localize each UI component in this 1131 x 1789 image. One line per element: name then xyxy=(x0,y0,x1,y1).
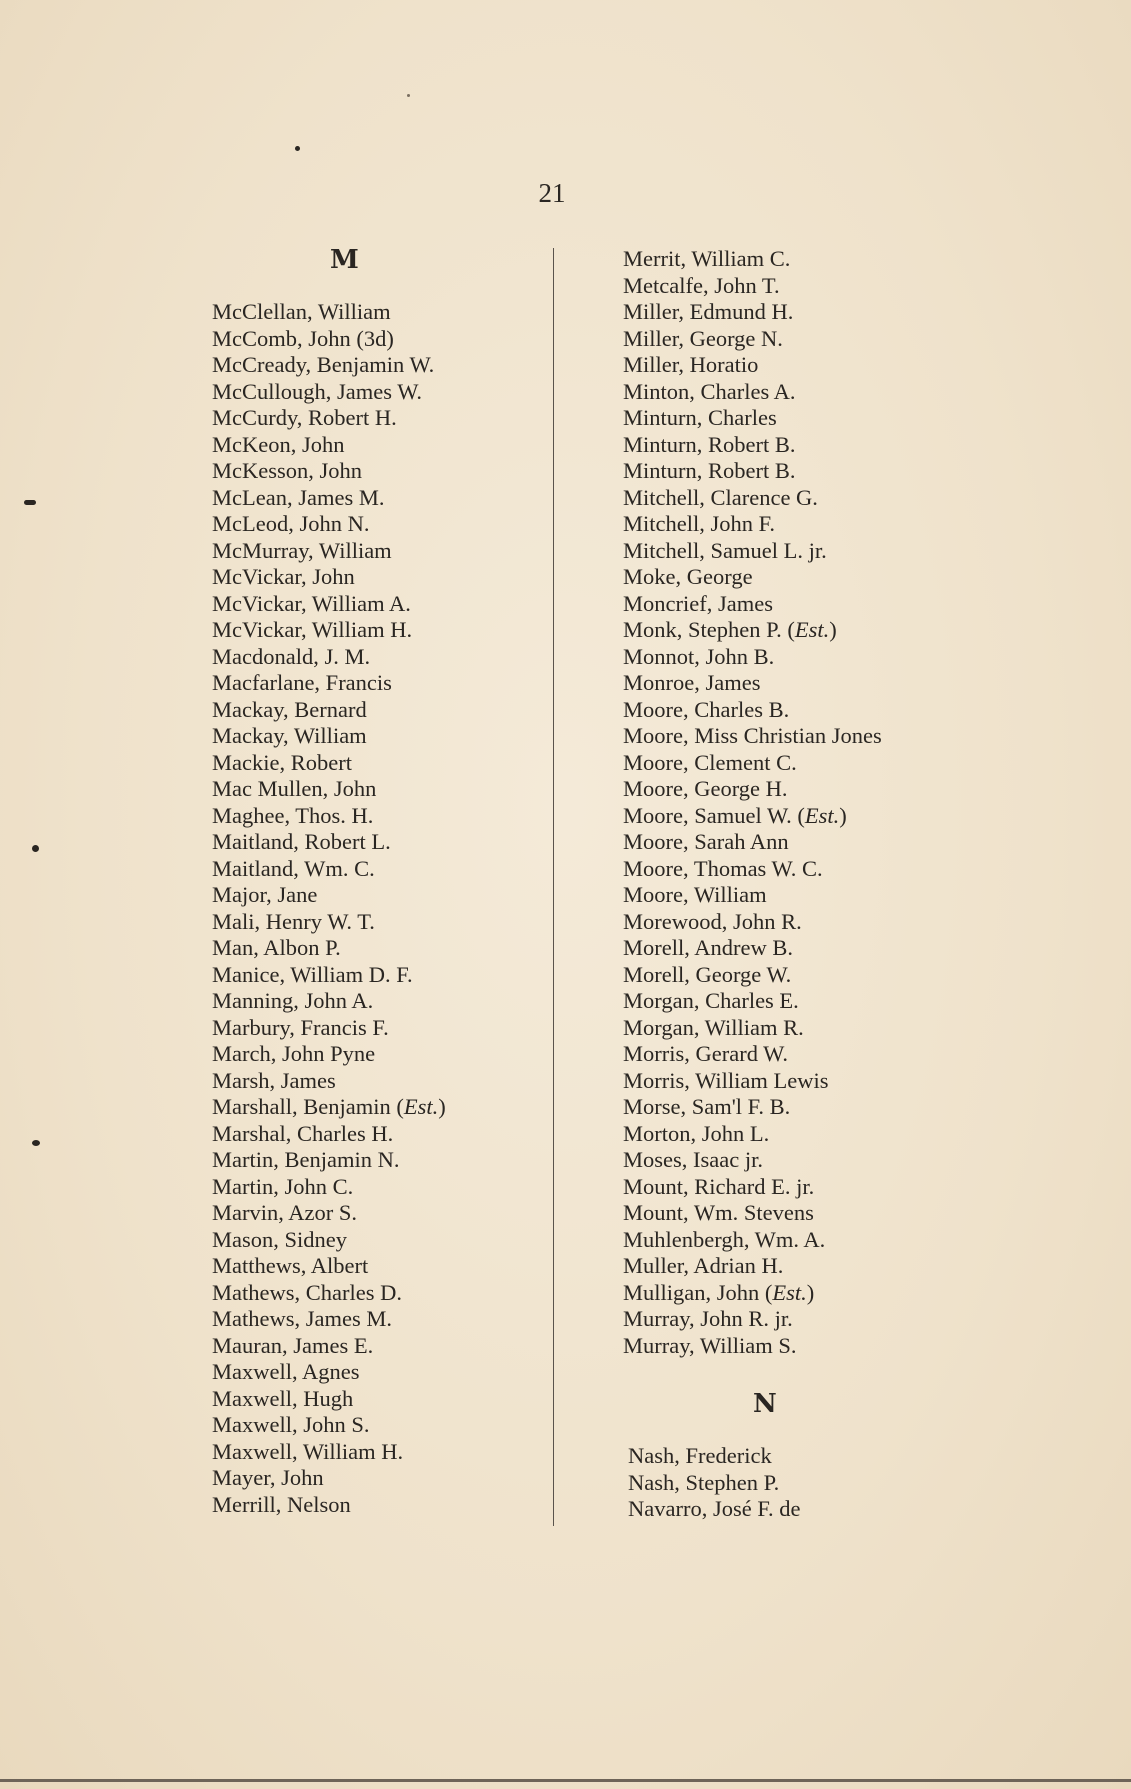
section-m-heading: M xyxy=(330,245,359,275)
list-item: Moses, Isaac jr. xyxy=(623,1147,763,1172)
list-item: McKeon, John xyxy=(212,431,345,457)
list-item: Mathews, Charles D. xyxy=(212,1279,402,1305)
list-item: Moore, Sarah Ann xyxy=(623,829,789,854)
list-item: Major, Jane xyxy=(212,882,318,907)
list-item: McLeod, John N. xyxy=(212,511,370,536)
list-item: Moore, Miss Christian Jones xyxy=(623,723,882,748)
list-item: Muller, Adrian H. xyxy=(623,1253,784,1278)
list-item: Martin, John C. xyxy=(212,1173,354,1199)
list-item: Merrit, William C. xyxy=(623,246,791,271)
list-item: Minturn, Charles xyxy=(623,405,777,430)
list-item: McComb, John (3d) xyxy=(212,325,394,351)
list-item: Marbury, Francis F. xyxy=(212,1014,389,1040)
list-item: Marvin, Azor S. xyxy=(212,1200,357,1225)
section-n-column xyxy=(628,1443,801,1523)
list-item: McCready, Benjamin W. xyxy=(212,352,435,377)
list-item: Manning, John A. xyxy=(212,988,374,1013)
list-item: Minturn, Robert B. xyxy=(623,458,796,483)
ink-speck xyxy=(407,94,410,97)
list-item: Miller, Horatio xyxy=(623,352,759,377)
entry-name: Moore, Samuel W. xyxy=(623,802,792,828)
list-item xyxy=(212,1094,446,1121)
list-item: Macdonald, J. M. xyxy=(212,643,371,669)
list-item: McClellan, William xyxy=(212,299,391,324)
list-item: Navarro, José F. de xyxy=(628,1496,801,1521)
list-item: Morris, William Lewis xyxy=(623,1067,829,1093)
estate-note: (Est.) xyxy=(787,617,837,642)
list-item: Moore, George H. xyxy=(623,776,788,801)
estate-note: (Est.) xyxy=(764,1279,815,1305)
list-item: Murray, William S. xyxy=(623,1332,797,1358)
list-item: Morell, George W. xyxy=(623,961,792,987)
list-item: Nash, Frederick xyxy=(628,1443,772,1468)
list-item: Maxwell, John S. xyxy=(212,1412,370,1437)
list-item: Nash, Stephen P. xyxy=(628,1469,780,1495)
list-item: Morton, John L. xyxy=(623,1120,770,1146)
list-item: Moncrief, James xyxy=(623,590,773,616)
list-item: Mitchell, Samuel L. jr. xyxy=(623,537,827,563)
entry-name: Mulligan, John xyxy=(623,1279,760,1305)
list-item: Mitchell, John F. xyxy=(623,511,775,536)
list-item: Morell, Andrew B. xyxy=(623,935,793,960)
list-item: McKesson, John xyxy=(212,458,362,483)
list-item: McCullough, James W. xyxy=(212,378,423,404)
entry-name: Marshall, Benjamin xyxy=(212,1094,391,1119)
list-item: Monroe, James xyxy=(623,670,761,695)
list-item: Morgan, William R. xyxy=(623,1014,804,1040)
margin-mark xyxy=(32,845,39,852)
section-n-heading: N xyxy=(753,1389,777,1419)
list-item: McLean, James M. xyxy=(212,484,385,510)
list-item: Maxwell, Hugh xyxy=(212,1385,354,1411)
list-item: Morris, Gerard W. xyxy=(623,1041,788,1066)
bottom-edge-line xyxy=(0,1779,1131,1782)
list-item: Moke, George xyxy=(623,564,753,589)
section-m-left-column xyxy=(212,299,446,1518)
list-item: Miller, George N. xyxy=(623,325,783,351)
list-item: Mackay, William xyxy=(212,723,367,748)
list-item: Monnot, John B. xyxy=(623,643,775,669)
list-item: Mauran, James E. xyxy=(212,1332,374,1358)
list-item: Merrill, Nelson xyxy=(212,1491,351,1517)
section-m-right-column xyxy=(623,246,882,1359)
list-item: Minturn, Robert B. xyxy=(623,431,796,457)
list-item: Maghee, Thos. H. xyxy=(212,802,374,828)
margin-mark xyxy=(24,500,36,505)
margin-mark xyxy=(32,1140,40,1146)
list-item: Mount, Wm. Stevens xyxy=(623,1200,814,1225)
list-item xyxy=(623,617,882,644)
list-item: Maxwell, William H. xyxy=(212,1438,404,1464)
list-item: Muhlenbergh, Wm. A. xyxy=(623,1226,826,1252)
list-item: Morgan, Charles E. xyxy=(623,988,799,1013)
list-item: March, John Pyne xyxy=(212,1041,376,1066)
list-item: Maxwell, Agnes xyxy=(212,1359,360,1384)
list-item: Mackay, Bernard xyxy=(212,696,367,722)
column-divider xyxy=(553,248,554,1526)
list-item: Matthews, Albert xyxy=(212,1253,369,1278)
list-item: Marshal, Charles H. xyxy=(212,1120,394,1146)
list-item: Mac Mullen, John xyxy=(212,776,377,801)
list-item: Morewood, John R. xyxy=(623,908,802,934)
list-item: Moore, Clement C. xyxy=(623,749,797,775)
list-item: Mason, Sidney xyxy=(212,1226,347,1252)
list-item xyxy=(623,803,882,830)
list-item: Minton, Charles A. xyxy=(623,378,796,404)
list-item: Mali, Henry W. T. xyxy=(212,908,375,934)
list-item: Maitland, Wm. C. xyxy=(212,855,375,881)
list-item: Murray, John R. jr. xyxy=(623,1306,793,1331)
list-item: McMurray, William xyxy=(212,537,392,563)
list-item: Marsh, James xyxy=(212,1067,336,1093)
list-item: Macfarlane, Francis xyxy=(212,670,392,695)
list-item: Mitchell, Clarence G. xyxy=(623,484,818,510)
list-item: Man, Albon P. xyxy=(212,935,341,960)
list-item: Miller, Edmund H. xyxy=(623,299,794,324)
estate-note: (Est.) xyxy=(797,802,847,828)
list-item: Maitland, Robert L. xyxy=(212,829,391,854)
list-item xyxy=(623,1280,882,1307)
list-item: McCurdy, Robert H. xyxy=(212,405,397,430)
list-item: Moore, Thomas W. C. xyxy=(623,855,823,881)
list-item: Mayer, John xyxy=(212,1465,324,1490)
list-item: Manice, William D. F. xyxy=(212,961,413,987)
list-item: McVickar, William H. xyxy=(212,617,413,642)
ink-speck xyxy=(295,146,300,151)
list-item: Mount, Richard E. jr. xyxy=(623,1173,815,1199)
list-item: Metcalfe, John T. xyxy=(623,272,780,298)
list-item: Morse, Sam'l F. B. xyxy=(623,1094,791,1119)
list-item: Moore, Charles B. xyxy=(623,696,790,722)
list-item: Moore, William xyxy=(623,882,767,907)
list-item: McVickar, John xyxy=(212,564,355,589)
list-item: Martin, Benjamin N. xyxy=(212,1147,400,1172)
entry-name: Monk, Stephen P. xyxy=(623,617,782,642)
estate-note: (Est.) xyxy=(396,1094,446,1119)
page-number: 21 xyxy=(538,178,566,208)
list-item: McVickar, William A. xyxy=(212,590,411,616)
list-item: Mathews, James M. xyxy=(212,1306,392,1331)
list-item: Mackie, Robert xyxy=(212,749,352,775)
